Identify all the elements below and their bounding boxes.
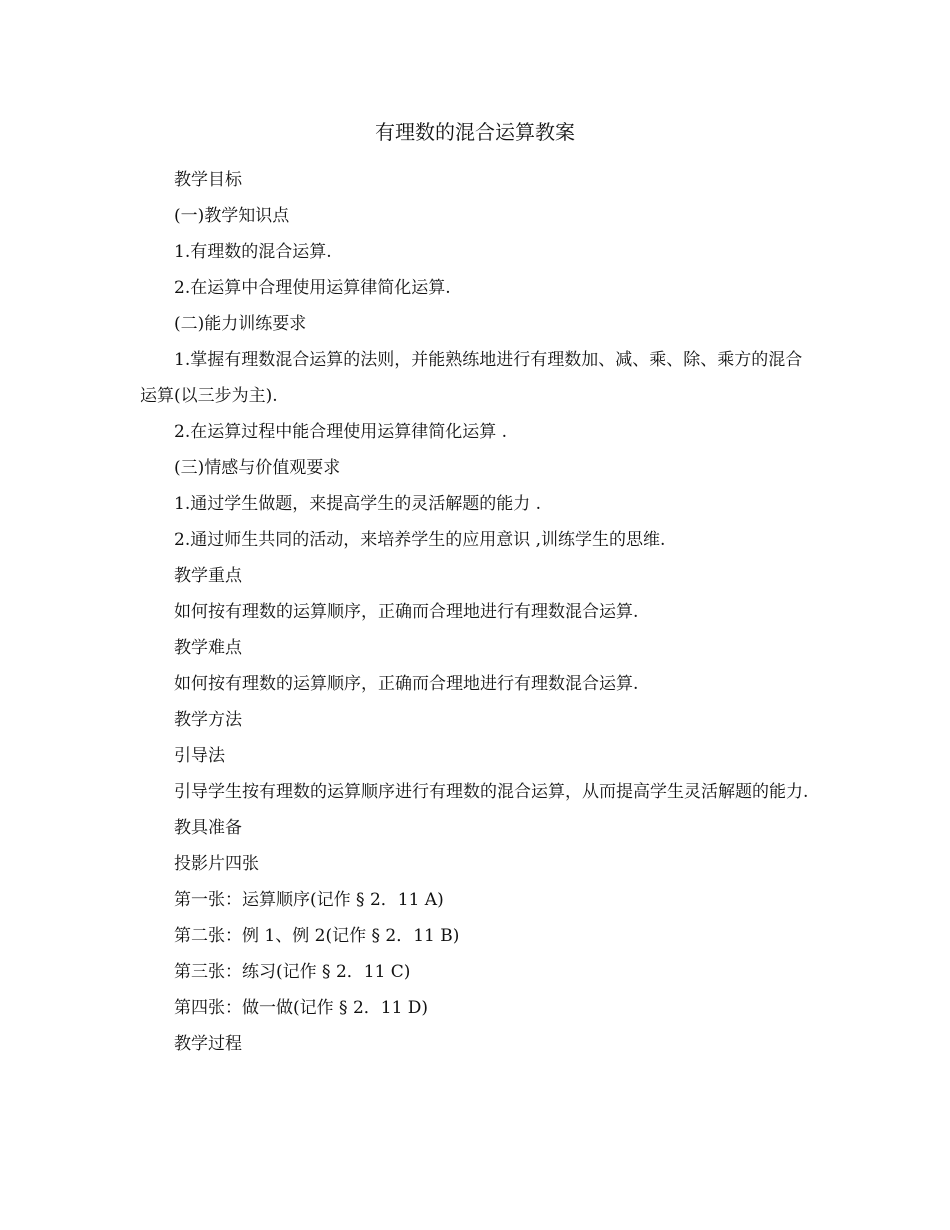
list-item: 2.通过师生共同的活动，来培养学生的应用意识 ,训练学生的思维. (174, 530, 666, 550)
list-item: 2.在运算中合理使用运算律简化运算. (174, 278, 451, 298)
list-item: 第二张：例 1、例 2(记作 § 2．11 B) (174, 926, 460, 946)
section-heading-materials: 教具准备 (174, 818, 242, 838)
subsection-heading-knowledge-points: (一)教学知识点 (174, 206, 290, 226)
list-item: 1.有理数的混合运算. (174, 242, 332, 262)
list-item: 第三张：练习(记作 § 2．11 C) (174, 962, 411, 982)
list-item: 2.在运算过程中能合理使用运算律简化运算 . (174, 422, 508, 442)
list-item: 1.掌握有理数混合运算的法则，并能熟练地进行有理数加、减、乘、除、乘方的混合运算(以三步为主). (140, 350, 803, 406)
body-paragraph: 引导学生按有理数的运算顺序进行有理数的混合运算，从而提高学生灵活解题的能力. (174, 782, 809, 802)
document-title: 有理数的混合运算教案 (375, 120, 575, 144)
section-heading-process: 教学过程 (174, 1034, 242, 1054)
body-paragraph: 投影片四张 (174, 854, 259, 874)
body-paragraph: 如何按有理数的运算顺序，正确而合理地进行有理数混合运算. (174, 602, 639, 622)
body-paragraph: 如何按有理数的运算顺序，正确而合理地进行有理数混合运算. (174, 674, 639, 694)
section-heading-teaching-goals: 教学目标 (174, 170, 242, 190)
document-body (140, 162, 812, 1062)
section-heading-key-points: 教学重点 (174, 566, 242, 586)
section-heading-methods: 教学方法 (174, 710, 242, 730)
subsection-heading-emotion-values: (三)情感与价值观要求 (174, 458, 341, 478)
section-heading-difficulties: 教学难点 (174, 638, 242, 658)
list-item: 第四张：做一做(记作 § 2．11 D) (174, 998, 429, 1018)
body-paragraph: 引导法 (174, 746, 225, 766)
list-item: 第一张：运算顺序(记作 § 2．11 A) (174, 890, 444, 910)
subsection-heading-ability-requirements: (二)能力训练要求 (174, 314, 307, 334)
list-item: 1.通过学生做题，来提高学生的灵活解题的能力 . (174, 494, 542, 514)
